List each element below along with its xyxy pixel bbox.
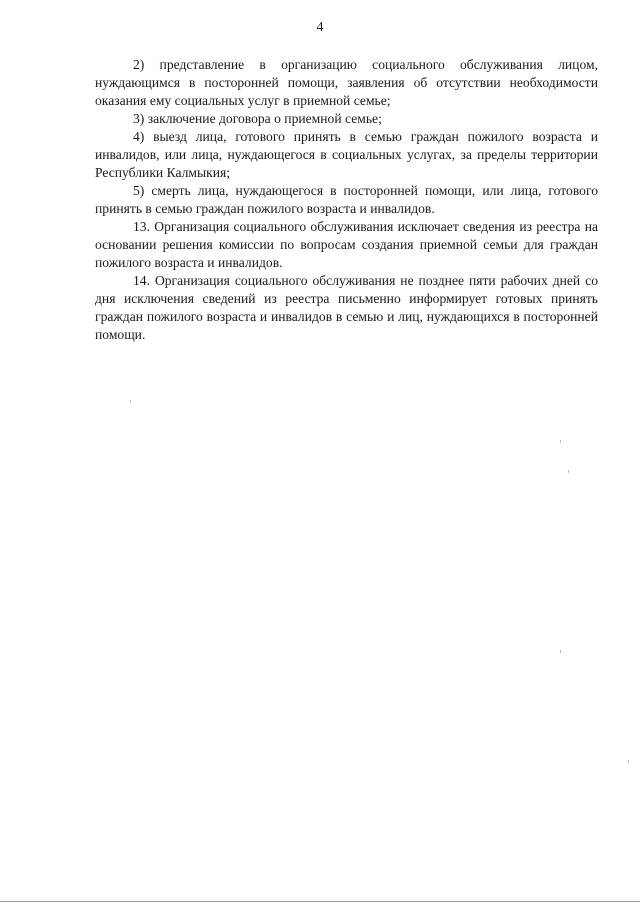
paragraph-item-4: 4) выезд лица, готового принять в семью граждан пожилого возраста и инвалидов, или лица, нуждающегося в социальных услугах, за пределы территории Республики Калмыкия; <box>95 129 598 180</box>
paragraph-item-2: 2) представление в организацию социального обслуживания лицом, нуждающимся в посторонней помощи, заявления об отсутствии необходимости оказания ему социальных услуг в приемной семье; <box>95 57 598 108</box>
scan-speck <box>130 400 131 403</box>
paragraph-item-3: 3) заключение договора о приемной семье; <box>133 111 382 126</box>
document-body <box>95 56 598 344</box>
paragraph-13: 13. Организация социального обслуживания исключает сведения из реестра на основании решения комиссии по вопросам создания приемной семьи для граждан пожилого возраста и инвалидов. <box>95 219 598 270</box>
scan-speck <box>628 760 629 763</box>
paragraph-item-5: 5) смерть лица, нуждающегося в посторонней помощи, или лица, готового принять в семью граждан пожилого возраста и инвалидов. <box>95 183 598 216</box>
scan-speck <box>560 650 561 653</box>
paragraph-14: 14. Организация социального обслуживания не позднее пяти рабочих дней со дня исключения сведений из реестра письменно информирует готовых принять граждан пожилого возраста и инвалидов в семью и лиц, нуждающихся в посторонней помощи. <box>95 273 598 342</box>
scan-edge-line <box>0 901 640 902</box>
scan-speck <box>560 440 561 443</box>
page-number: 4 <box>316 20 324 35</box>
scan-speck <box>568 470 569 473</box>
